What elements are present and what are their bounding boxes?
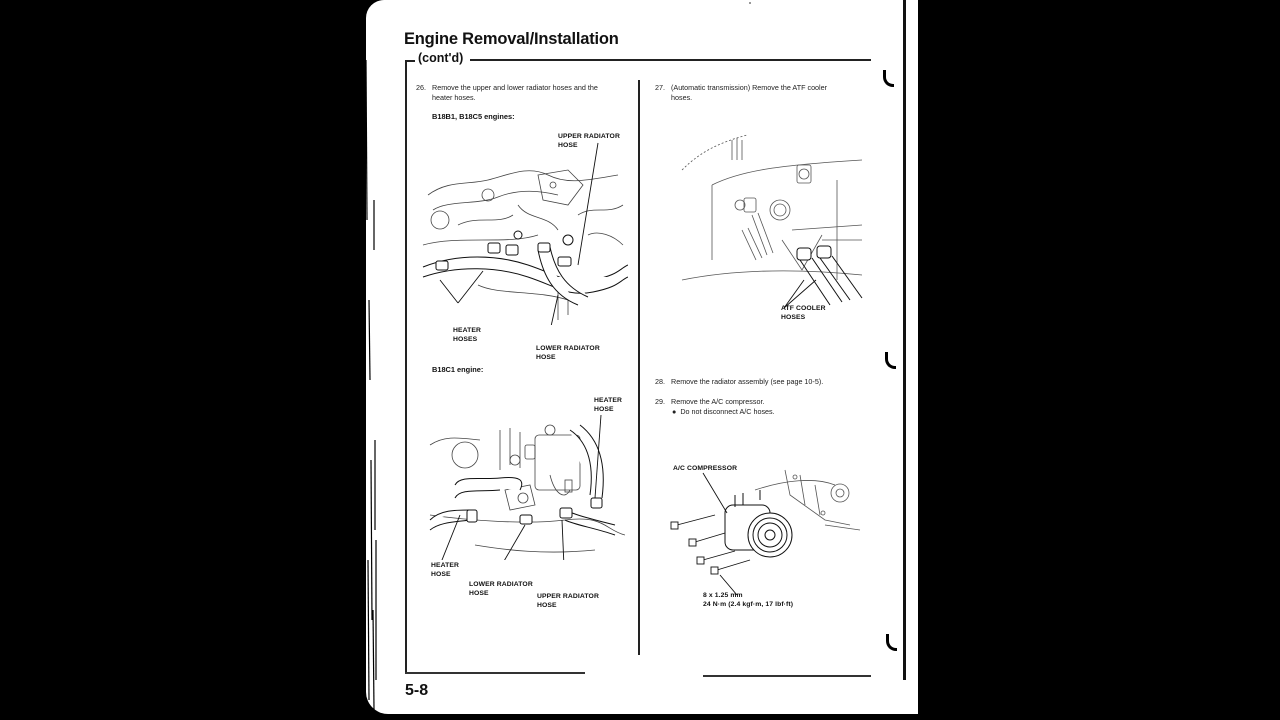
- label-heater-hoses: HEATER HOSES: [453, 327, 482, 343]
- step-text: heater hoses.: [432, 93, 476, 102]
- engine-heading-b18b1: B18B1, B18C5 engines:: [432, 112, 515, 121]
- label-heater-hose-left: HEATER HOSE: [431, 562, 460, 578]
- page-number: 5-8: [405, 682, 429, 699]
- page-subtitle: (cont'd): [418, 51, 464, 65]
- step-26: [416, 83, 598, 103]
- step-number: 28.: [655, 377, 665, 386]
- scan-edge-noise: [360, 60, 378, 710]
- header-rule-right: [470, 59, 871, 61]
- label-lower-radiator-hose-b18c1: LOWER RADIATOR HOSE: [469, 581, 533, 597]
- label-upper-radiator-hose-b18c1: UPPER RADIATOR HOSE: [537, 593, 599, 609]
- step-text: hoses.: [671, 93, 693, 102]
- diagram-ac-compressor: [665, 465, 865, 595]
- label-heater-hose-top: HEATER HOSE: [594, 397, 623, 413]
- step-text: Remove the radiator assembly (see page 10-5).: [671, 377, 824, 386]
- step-text: Remove the upper and lower radiator hoses and the: [432, 83, 598, 92]
- label-bolt-spec: 8 x 1.25 mm 24 N·m (2.4 kgf·m, 17 lbf·ft): [703, 592, 794, 608]
- scan-speck: [749, 2, 751, 4]
- step-text: Remove the A/C compressor.: [671, 397, 765, 406]
- scan-border-right: [918, 0, 1280, 720]
- diagram-atf-cooler-hoses: [672, 130, 867, 310]
- step-number: 27.: [655, 83, 665, 92]
- engine-heading-b18c1: B18C1 engine:: [432, 365, 484, 374]
- frame-rule-left: [405, 60, 407, 672]
- frame-rule-bottom-left: [405, 672, 585, 674]
- bullet-icon: ●: [672, 407, 677, 416]
- step-27: [655, 83, 827, 103]
- column-divider: [638, 80, 640, 655]
- frame-rule-bottom-right: [703, 675, 871, 677]
- step-number: 26.: [416, 83, 426, 92]
- diagram-b18c1-hoses: [425, 410, 625, 560]
- label-atf-cooler-hoses: ATF COOLER HOSES: [781, 305, 826, 321]
- step-number: 29.: [655, 397, 665, 406]
- page-title: Engine Removal/Installation: [404, 30, 619, 48]
- step-29: [655, 397, 764, 407]
- label-upper-radiator-hose: UPPER RADIATOR HOSE: [558, 133, 620, 149]
- step-text: (Automatic transmission) Remove the ATF cooler: [671, 83, 828, 92]
- bullet-text: Do not disconnect A/C hoses.: [680, 407, 775, 416]
- diagram-b18b1-hoses: [418, 135, 628, 325]
- step-28: [655, 377, 823, 387]
- header-rule-left: [405, 60, 415, 62]
- manual-page: [366, 0, 918, 714]
- scan-edge-line: [903, 0, 906, 680]
- label-ac-compressor: A/C COMPRESSOR: [673, 465, 738, 472]
- step-29-bullet: [672, 407, 775, 416]
- label-lower-radiator-hose: LOWER RADIATOR HOSE: [536, 345, 600, 361]
